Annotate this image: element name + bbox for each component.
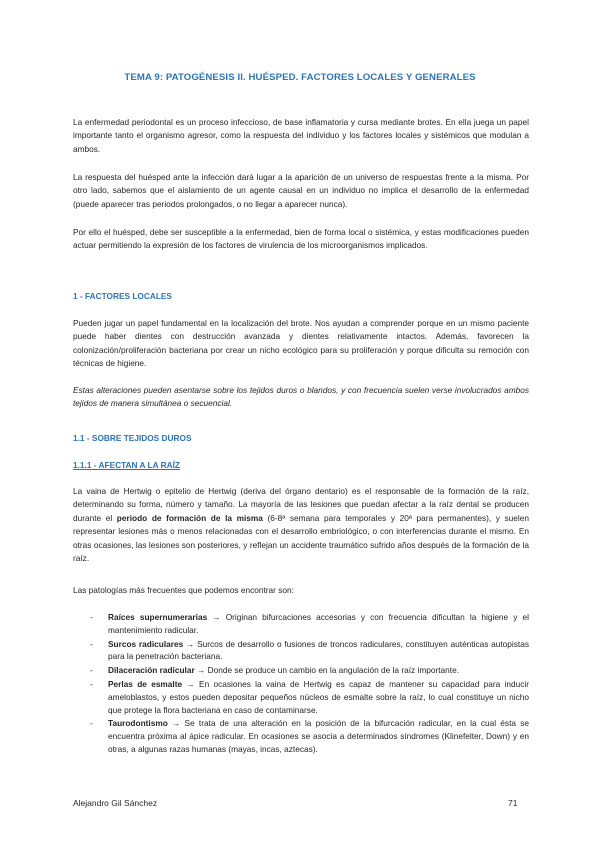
list-item-text: En ocasiones la vaina de Hertwig es capaz de mantener su capacidad para inducir ameloblastos, y estos pueden depositar pequeños núcleos de esmalte sobre la raíz, lo cual constituye un nicho que protege la flora bacteriana en caso de contaminarse. [108, 678, 529, 715]
arrow-icon: → [183, 638, 198, 649]
paragraph-text-start: La vaina de Hertwig o epitelio de Hertwig (deriva del órgano dentario) es el responsable de la formación de la raíz, determinando su forma, número y tamaño. La mayoría de las lesiones que puedan afectar a la raíz dental se producen durante el [73, 486, 529, 523]
list-item-text: Donde se produce un cambio en la angulación de la raíz importante. [207, 665, 459, 676]
footer-page-number: 71 [508, 798, 518, 808]
section111-paragraph [73, 485, 529, 565]
section-heading-factores-locales: 1 - FACTORES LOCALES [73, 291, 172, 301]
list-item [90, 678, 529, 716]
paragraph-text-end: (6-8ª semana para temporales y 20ª para permanentes), y suelen representar lesiones más o menos relacionadas con el desarrollo embriológico, o con interferencias durante el mismo. En otras ocasiones, las lesiones son posteriores, y reflejan un accidente traumático sufrido años después de la formación de la raíz. [73, 512, 529, 564]
list-item-term: Perlas de esmalte [108, 678, 183, 689]
list-item-term: Taurodontismo [108, 718, 168, 729]
list-dash: - [90, 612, 93, 622]
arrow-icon: → [182, 678, 200, 689]
section-heading-tejidos-duros: 1.1 - SOBRE TEJIDOS DUROS [73, 433, 192, 443]
footer-author: Alejandro Gil Sánchez [73, 798, 158, 808]
list-intro: Las patologías más frecuentes que podemos encontrar son: [73, 585, 294, 595]
arrow-icon: → [194, 665, 208, 676]
arrow-icon: → [167, 718, 185, 729]
list-item-text: Se trata de una alteración en la posición de la bifurcación radicular, en la cual ésta se encuentra próxima al ápice radicular. En ocasiones se asocia a determinados síndromes (Klinefelter, Down) y en otras, a algunas razas humanas (mayas, incas, aztecas). [108, 718, 529, 754]
list-item-term: Dilaceración radicular [108, 665, 195, 676]
list-item [90, 638, 529, 664]
list-item [90, 611, 529, 637]
paragraph-bold-phrase: periodo de formación de la misma [116, 512, 263, 523]
page-title: TEMA 9: PATOGÉNESIS II. HUÉSPED. FACTORES LOCALES Y GENERALES [124, 72, 476, 83]
intro-paragraph-2: La respuesta del huésped ante la infección dará lugar a la aparición de un universo de respuestas frente a la misma. Por otro lado, sabemos que el aislamiento de un agente causal en un individuo no implica el desarrollo de la enfermedad (puede aparecer tras periodos prolongados, o no llegar a aparecer nunca). [73, 172, 529, 209]
intro-paragraph-1: La enfermedad periodontal es un proceso infeccioso, de base inflamatoria y cursa mediante brotes. En ella juega un papel importante tanto el organismo agresor, como la respuesta del individuo y los factores locales y sistémicos que modulan a ambos. [73, 117, 529, 154]
list-item [90, 717, 529, 755]
list-item-term: Raíces supernumerarias [108, 612, 208, 622]
list-item-text: Originan bifurcaciones accesorias y con frecuencia dificultan la higiene y el mantenimiento radicular. [108, 612, 529, 635]
section-heading-afectan-raiz: 1.1.1 - AFECTAN A LA RAÍZ [73, 460, 180, 470]
italic-note-text: Estas alteraciones pueden asentarse sobre los tejidos duros o blandos, y con frecuencia suelen verse involucrados ambos tejidos de manera simultánea o secuencial. [73, 385, 529, 409]
list-item-term: Surcos radiculares [108, 638, 184, 649]
list-dash: - [90, 718, 93, 729]
section1-italic-note [73, 384, 529, 411]
list-item [90, 664, 529, 677]
intro-paragraph-3: Por ello el huésped, debe ser susceptible a la enfermedad, bien de forma local o sistémica, y estas modificaciones pueden actuar permitiendo la expresión de los factores de virulencia de los microorganismos implicados. [73, 227, 529, 251]
list-dash: - [90, 665, 93, 676]
arrow-icon: → [207, 612, 226, 622]
pathology-list [90, 611, 529, 757]
list-dash: - [90, 678, 93, 689]
list-dash: - [90, 638, 93, 649]
list-item-text: Surcos de desarrollo o fusiones de troncos radiculares, constituyen auténticas autopistas para la penetración bacteriana. [108, 638, 529, 662]
section1-paragraph: Pueden jugar un papel fundamental en la localización del brote. Nos ayudan a comprender porque en un mismo paciente puede haber dientes con destrucción avanzada y dientes relativamente intactos. Además, favorecen la colonización/proliferación bacteriana por crear un nicho ecológico para su proliferación y porque dificulta su remoción con técnicas de higiene. [73, 318, 529, 369]
